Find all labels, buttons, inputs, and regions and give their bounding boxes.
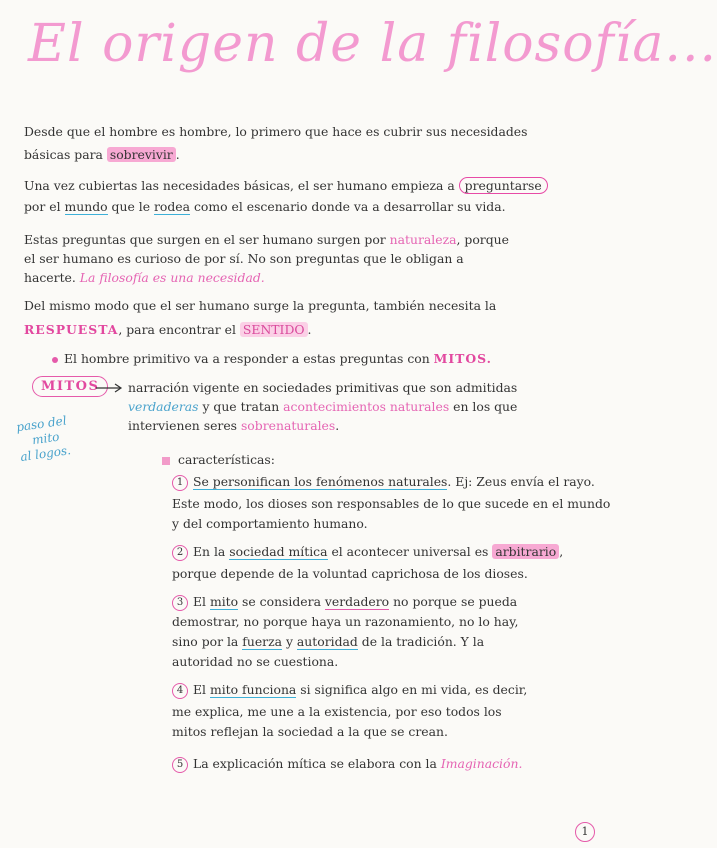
paragraph-1-line-2 <box>24 147 180 162</box>
text-segment: no porque se pueda <box>389 594 518 609</box>
text-segment: si significa algo en mi vida, es decir, <box>296 682 528 697</box>
underlined-text: fuerza <box>242 634 282 649</box>
item-number-circle: 4 <box>172 683 188 699</box>
underlined-text: mito funciona <box>209 682 297 697</box>
text-segment: de la tradición. Y la <box>357 634 485 649</box>
text-segment: . <box>335 418 340 433</box>
text-segment: el acontecer universal es <box>327 544 493 559</box>
text-segment: El <box>193 594 210 609</box>
paragraph-2-line-2 <box>24 199 506 214</box>
text-segment: En la <box>193 544 230 559</box>
paragraph-3-line-1 <box>24 232 509 247</box>
pink-imaginacion: Imaginación. <box>440 756 523 771</box>
paragraph-4-line-2 <box>24 322 312 337</box>
item-number-circle: 5 <box>172 757 188 773</box>
blue-verdaderas: verdaderas <box>128 399 199 414</box>
text-segment: Una vez cubiertas las necesidades básicas, el ser humano empieza a <box>24 178 459 193</box>
bullet-square-icon <box>162 457 170 465</box>
item-4-line-1 <box>172 682 527 699</box>
paragraph-2-line-1 <box>24 178 548 193</box>
mitos-definition-line-2 <box>128 399 517 414</box>
item-3-line-2: demostrar, no porque haya un razonamiento, no lo hay, <box>172 614 519 629</box>
side-note-line: mito <box>31 429 61 448</box>
text-segment: características: <box>178 452 275 467</box>
text-segment: El hombre primitivo va a responder a estas preguntas con <box>64 351 434 366</box>
highlight-sentido: SENTIDO <box>240 322 308 337</box>
pink-sobrenaturales: sobrenaturales <box>240 418 336 433</box>
side-note-mito-logos <box>15 408 110 465</box>
paragraph-3-line-2: el ser humano es curioso de por sí. No son preguntas que le obligan a <box>24 251 464 266</box>
text-segment: básicas para <box>24 147 107 162</box>
text-segment: El <box>193 682 210 697</box>
mitos-definition-line-1: narración vigente en sociedades primitivas que son admitidas <box>128 380 518 395</box>
item-number-circle: 1 <box>172 475 188 491</box>
text-segment: . <box>307 322 312 337</box>
paragraph-1-line-1: Desde que el hombre es hombre, lo primero que hace es cubrir sus necesidades <box>24 124 528 139</box>
pink-acontecimientos: acontecimientos naturales <box>283 399 450 414</box>
paragraph-4-line-1: Del mismo modo que el ser humano surge la pregunta, también necesita la <box>24 298 497 313</box>
text-segment: , para encontrar el <box>118 322 240 337</box>
text-segment: como el escenario donde va a desarrollar su vida. <box>190 199 506 214</box>
text-segment: , porque <box>456 232 509 247</box>
text-segment: . Ej: Zeus envía el rayo. <box>447 474 595 489</box>
side-note-line: paso del <box>15 413 68 435</box>
item-2-line-1 <box>172 544 563 561</box>
bullet-dot-icon <box>52 357 58 363</box>
text-segment: y que tratan <box>198 399 284 414</box>
side-note-line: al logos. <box>19 443 72 465</box>
text-segment: Estas preguntas que surgen en el ser humano surgen por <box>24 232 390 247</box>
text-segment: en los que <box>449 399 518 414</box>
text-segment: y <box>282 634 297 649</box>
text-segment: La explicación mítica se elabora con la <box>193 756 441 771</box>
mitos-label-box: MITOS <box>32 376 108 397</box>
item-3-line-3 <box>172 634 484 649</box>
boxed-preguntarse: preguntarse <box>459 177 548 194</box>
text-segment: . <box>175 147 180 162</box>
text-segment: se considera <box>238 594 325 609</box>
item-1-line-1 <box>172 474 595 491</box>
text-segment: intervienen seres <box>128 418 241 433</box>
underlined-text: Se personifican los fenómenos naturales <box>193 474 448 489</box>
item-number-circle: 2 <box>172 545 188 561</box>
bullet-mitos <box>52 351 492 366</box>
item-2-line-2: porque depende de la voluntad caprichosa de los dioses. <box>172 566 528 581</box>
underlined-mundo: mundo <box>64 199 108 214</box>
item-4-line-3: mitos reflejan la sociedad a la que se crean. <box>172 724 448 739</box>
underlined-rodea: rodea <box>153 199 191 214</box>
underlined-text: autoridad <box>296 634 358 649</box>
text-segment: sino por la <box>172 634 243 649</box>
item-number-circle: 3 <box>172 595 188 611</box>
arrow-right-icon <box>96 383 124 393</box>
page-number: 1 <box>575 822 595 842</box>
highlight-arbitrario: arbitrario <box>492 544 559 559</box>
underlined-text: sociedad mítica <box>229 544 328 559</box>
item-3-line-4: autoridad no se cuestiona. <box>172 654 339 669</box>
item-4-line-2: me explica, me une a la existencia, por eso todos los <box>172 704 502 719</box>
item-5-line-1 <box>172 756 522 773</box>
mitos-keyword: MITOS. <box>433 351 492 366</box>
pink-naturaleza: naturaleza <box>389 232 457 247</box>
respuesta-keyword: RESPUESTA <box>24 322 119 337</box>
item-1-line-3: y del comportamiento humano. <box>172 516 368 531</box>
text-segment: por el <box>24 199 65 214</box>
item-3-line-1 <box>172 594 517 611</box>
pink-filosofia-necesidad: La filosofía es una necesidad. <box>79 270 265 285</box>
underlined-text: mito <box>209 594 239 609</box>
mitos-definition-line-3 <box>128 418 339 433</box>
page-title: El origen de la filosofía... <box>28 14 717 74</box>
text-segment: hacerte. <box>24 270 80 285</box>
text-segment: , <box>559 544 564 559</box>
paragraph-3-line-3 <box>24 270 265 285</box>
item-1-line-2: Este modo, los dioses son responsables de lo que sucede en el mundo <box>172 496 611 511</box>
underlined-text: verdadero <box>324 594 390 609</box>
highlight-sobrevivir: sobrevivir <box>107 147 176 162</box>
text-segment: que le <box>107 199 154 214</box>
caracteristicas-heading <box>162 452 275 467</box>
